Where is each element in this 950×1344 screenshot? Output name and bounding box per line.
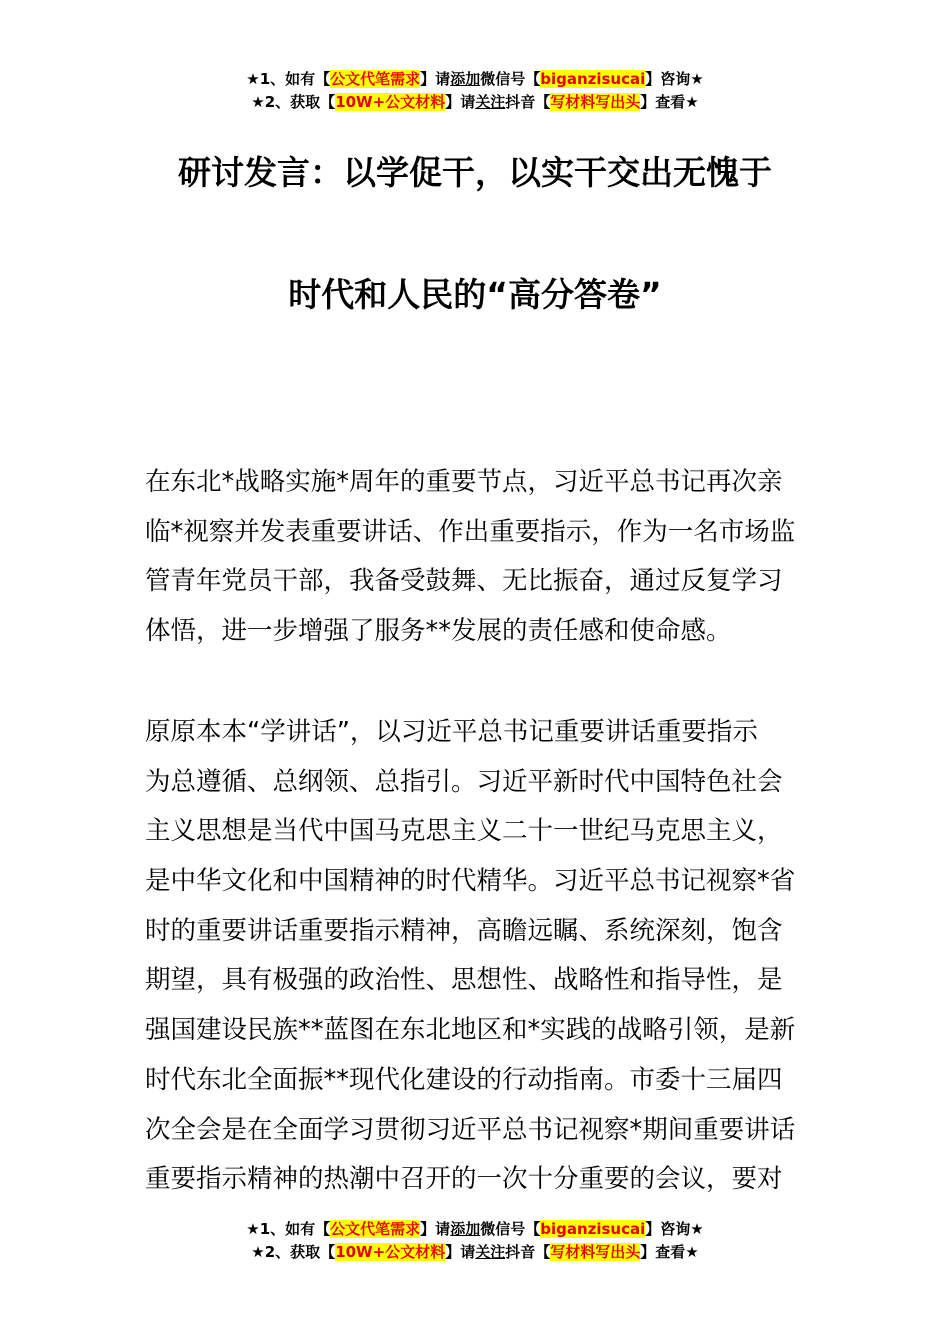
paragraph-line: 原原本本“学讲话”，以习近平总书记重要讲话重要指示 [145, 717, 758, 747]
document-title-line-2: 时代和人民的“高分答卷” [288, 275, 662, 314]
highlight-materials: 10W+公文材料 [335, 1243, 446, 1261]
paragraph-line: 期望，具有极强的政治性、思想性、战略性和指导性，是 [145, 965, 783, 996]
highlight-douyin-account: 写材料写出头 [550, 1243, 641, 1261]
paragraph-line: 在东北*战略实施*周年的重要节点，习近平总书记再次亲 [145, 467, 783, 497]
banner-line-2: ★2、获取【10W+公文材料】请关注抖音【写材料写出头】查看★ [251, 93, 699, 111]
highlight-wechat-id: biganzisucai [540, 1220, 646, 1238]
paragraph-line: 体悟，进一步增强了服务**发展的责任感和使命感。 [145, 616, 732, 647]
paragraph-line: 次全会是在全面学习贯彻习近平总书记视察*期间重要讲话 [145, 1114, 796, 1145]
highlight-service: 公文代笔需求 [330, 1220, 421, 1238]
paragraph-line: 为总遵循、总纲领、总指引。习近平新时代中国特色社会 [145, 766, 783, 797]
footer-banner [0, 1218, 950, 1264]
highlight-wechat-id: biganzisucai [540, 70, 646, 88]
paragraph-1 [145, 458, 810, 657]
highlight-service: 公文代笔需求 [330, 70, 421, 88]
paragraph-line: 管青年党员干部，我备受鼓舞、无比振奋，通过反复学习 [145, 566, 783, 597]
paragraph-line: 时代东北全面振**现代化建设的行动指南。市委十三届四 [145, 1064, 783, 1095]
banner-line-1: ★1、如有【公文代笔需求】请添加微信号【biganzisucai】咨询★ [246, 1220, 704, 1238]
header-banner [0, 68, 950, 114]
highlight-douyin-account: 写材料写出头 [550, 93, 641, 111]
paragraph-2 [145, 708, 810, 1205]
paragraph-line: 是中华文化和中国精神的时代精华。习近平总书记视察*省 [145, 866, 796, 897]
paragraph-line: 主义思想是当代中国马克思主义二十一世纪马克思主义， [145, 816, 783, 847]
banner-line-1: ★1、如有【公文代笔需求】请添加微信号【biganzisucai】咨询★ [246, 70, 704, 88]
paragraph-line: 临*视察并发表重要讲话、作出重要指示，作为一名市场监 [145, 516, 796, 547]
paragraph-line: 强国建设民族**蓝图在东北地区和*实践的战略引领，是新 [145, 1015, 796, 1046]
paragraph-line: 重要指示精神的热潮中召开的一次十分重要的会议，要对 [145, 1164, 783, 1195]
paragraph-line: 时的重要讲话重要指示精神，高瞻远瞩、系统深刻，饱含 [145, 915, 783, 946]
banner-line-2: ★2、获取【10W+公文材料】请关注抖音【写材料写出头】查看★ [251, 1243, 699, 1261]
highlight-materials: 10W+公文材料 [335, 93, 446, 111]
document-title-line-1: 研讨发言：以学促干，以实干交出无愧于 [178, 153, 772, 192]
